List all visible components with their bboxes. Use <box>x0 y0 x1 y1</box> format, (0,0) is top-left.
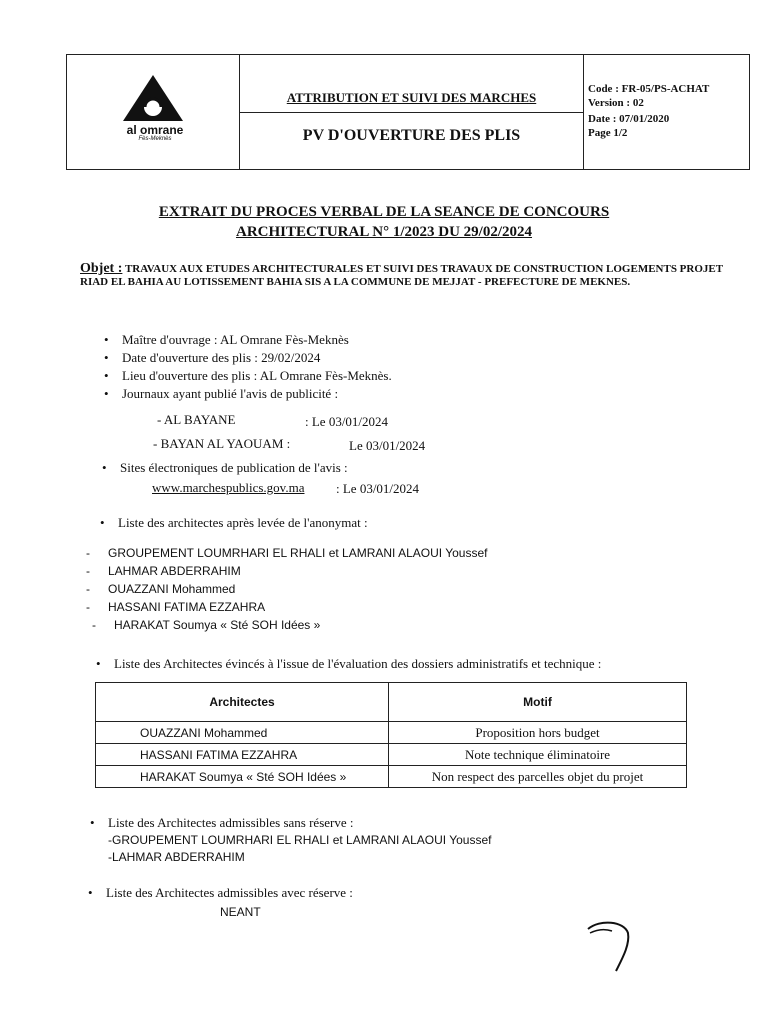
journal-2-date: Le 03/01/2024 <box>349 438 426 453</box>
doc-page: Page 1/2 <box>588 127 628 139</box>
logo-text: al omrane <box>126 123 184 137</box>
admissible-sans-item: -LAHMAR ABDERRAHIM <box>108 850 245 864</box>
date-ouverture: • Date d'ouverture des plis : 29/02/2024 <box>122 350 320 366</box>
maitre-ouvrage: • Maître d'ouvrage : AL Omrane Fès-Meknès <box>122 332 349 348</box>
architectes-heading: • Liste des architectes après levée de l'anonymat : <box>118 515 368 531</box>
evinces-heading: • Liste des Architectes évincés à l'issue de l'évaluation des dossiers administratifs et technique : <box>114 656 601 672</box>
site-date: : Le 03/01/2024 <box>336 481 420 496</box>
table-cell-motif: Non respect des parcelles objet du projet <box>389 766 687 788</box>
header-title-cell <box>240 55 584 169</box>
list-item: - GROUPEMENT LOUMRHARI EL RHALI et LAMRANI ALAOUI Youssef <box>86 546 488 560</box>
table-cell-architecte: HARAKAT Soumya « Sté SOH Idées » <box>96 766 389 788</box>
list-item: - HASSANI FATIMA EZZAHRA <box>86 600 266 614</box>
table-cell-architecte: OUAZZANI Mohammed <box>96 722 389 744</box>
logo-cell <box>67 55 240 169</box>
table-header-row <box>96 683 687 722</box>
journaux-heading: • Journaux ayant publié l'avis de publicité : <box>122 386 338 402</box>
doc-version: Version : 02 <box>588 97 644 109</box>
list-item: - HARAKAT Soumya « Sté SOH Idées » <box>92 618 321 632</box>
sites-heading: • Sites électroniques de publication de l'avis : <box>120 460 348 476</box>
table-cell-motif: Note technique éliminatoire <box>389 744 687 766</box>
signature-mark <box>580 915 640 975</box>
doc-date: Date : 07/01/2020 <box>588 113 670 125</box>
col-architectes: Architectes <box>96 683 389 722</box>
admissibles-avec-heading: • Liste des Architectes admissibles avec réserve : <box>106 885 353 901</box>
doc-code: Code : FR-05/PS-ACHAT <box>588 83 710 95</box>
table-row <box>96 744 687 766</box>
document-header <box>66 54 750 170</box>
journal-2-name: - BAYAN AL YAOUAM : <box>153 436 291 451</box>
logo-subtext: Fès-Meknès <box>138 136 172 142</box>
admissible-avec-value: NEANT <box>220 905 261 919</box>
journal-1-date: : Le 03/01/2024 <box>305 414 389 429</box>
admissible-sans-item: -GROUPEMENT LOUMRHARI EL RHALI et LAMRANI ALAOUI Youssef <box>108 833 492 847</box>
table-cell-motif: Proposition hors budget <box>389 722 687 744</box>
header-title-top: ATTRIBUTION ET SUIVI DES MARCHES <box>286 90 537 105</box>
objet-label: Objet : <box>80 261 123 276</box>
col-motif: Motif <box>389 683 687 722</box>
header-code-cell <box>584 55 749 169</box>
list-item: - LAHMAR ABDERRAHIM <box>86 564 241 578</box>
title-line-1: EXTRAIT DU PROCES VERBAL DE LA SEANCE DE CONCOURS <box>158 204 610 220</box>
list-item: - OUAZZANI Mohammed <box>86 582 236 596</box>
header-title-main: PV D'OUVERTURE DES PLIS <box>302 127 521 144</box>
table-row <box>96 766 687 788</box>
table-row <box>96 722 687 744</box>
evinces-table <box>95 682 687 788</box>
table-cell-architecte: HASSANI FATIMA EZZAHRA <box>96 744 389 766</box>
journal-1-name: - AL BAYANE <box>157 412 236 427</box>
objet-paragraph <box>80 262 740 289</box>
title-line-2: ARCHITECTURAL N° 1/2023 DU 29/02/2024 <box>235 224 533 240</box>
admissibles-sans-heading: • Liste des Architectes admissibles sans réserve : <box>108 815 354 831</box>
al-omrane-logo <box>119 73 187 123</box>
objet-text: TRAVAUX AUX ETUDES ARCHITECTURALES ET SUIVI DES TRAVAUX DE CONSTRUCTION LOGEMENTS PROJET RIAD EL BAHIA AU LOTISSEMENT BAHIA SIS A LA COMMUNE DE MEJJAT - PREFECTURE DE MEKNES. <box>80 263 723 288</box>
lieu-ouverture: • Lieu d'ouverture des plis : AL Omrane Fès-Meknès. <box>122 368 392 384</box>
site-url-link[interactable]: www.marchespublics.gov.ma <box>152 480 305 495</box>
